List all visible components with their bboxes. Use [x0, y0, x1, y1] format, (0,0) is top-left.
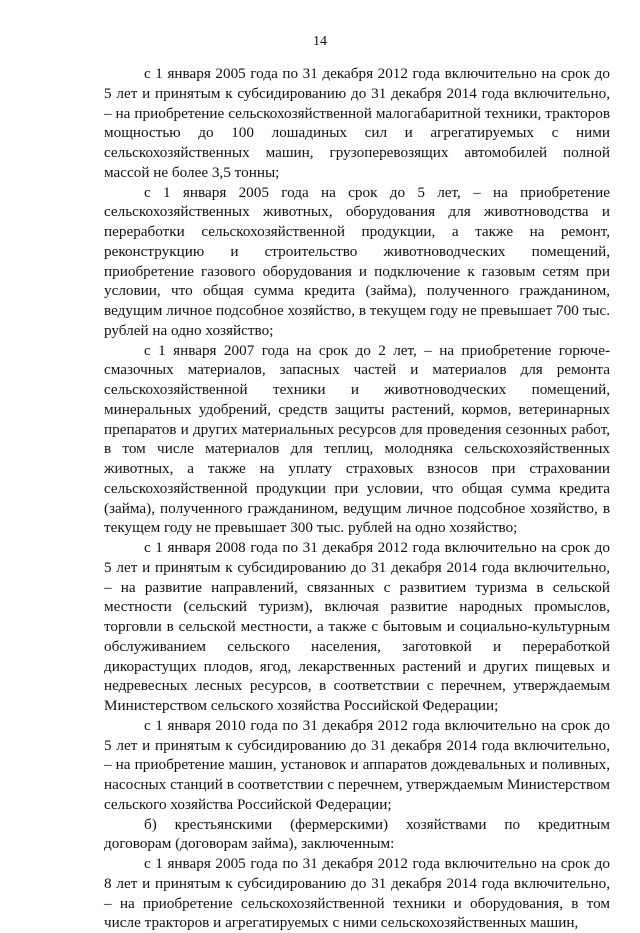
paragraph-3: с 1 января 2007 года на срок до 2 лет, – на приобретение горюче-смазочных материалов, запасных частей и материалов для ремонта сельскохозяйственной техники и животноводческих помещений, минеральных удобрений, средств защиты растений, кормов, ветеринарных препаратов и других материальных ресурсов для проведения сезонных работ, в том числе материалов для теплиц, молодняка сельскохозяйственных животных, а также на уплату страховых взносов при страховании сельскохозяйственной продукции при условии, что общая сумма кредита (займа), полученного гражданином, ведущим личное подсобное хозяйство, в текущем году не превышает 300 тыс. рублей на одно хозяйство; — [104, 341, 610, 537]
paragraph-5: с 1 января 2010 года по 31 декабря 2012 года включительно на срок до 5 лет и принятым к субсидированию до 31 декабря 2014 года включительно, – на приобретение машин, установок и аппаратов дождевальных и поливных, насосных станций в соответствии с перечнем, утверждаемым Министерством сельского хозяйства Российской Федерации; — [104, 716, 610, 813]
paragraph-6: б) крестьянскими (фермерскими) хозяйствами по кредитным договорам (договорам займа), заключенным: — [104, 815, 610, 853]
document-body — [104, 64, 610, 933]
paragraph-1: с 1 января 2005 года по 31 декабря 2012 года включительно на срок до 5 лет и принятым к субсидированию до 31 декабря 2014 года включительно, – на приобретение сельскохозяйственной малогабаритной техники, тракторов мощностью до 100 лошадиных сил и агрегатируемых с ними сельскохозяйственных машин, грузоперевозящих автомобилей полной массой не более 3,5 тонны; — [104, 65, 610, 181]
paragraph-7: с 1 января 2005 года по 31 декабря 2012 года включительно на срок до 8 лет и принятым к субсидированию до 31 декабря 2014 года включительно, – на приобретение сельскохозяйственной техники и оборудования, в том числе тракторов и агрегатируемых с ними сельскохозяйственных машин, — [104, 855, 610, 932]
paragraph-4: с 1 января 2008 года по 31 декабря 2012 года включительно на срок до 5 лет и принятым к субсидированию до 31 декабря 2014 года включительно, – на развитие направлений, связанных с развитием туризма в сельской местности (сельский туризм), включая развитие народных промыслов, торговли в сельской местности, а также с бытовым и социально-культурным обслуживанием сельского населения, заготовкой и переработкой дикорастущих плодов, ягод, лекарственных растений и других пищевых и недревесных лесных ресурсов, в соответствии с перечнем, утверждаемым Министерством сельского хозяйства Российской Федерации; — [104, 539, 610, 714]
paragraph-2: с 1 января 2005 года на срок до 5 лет, – на приобретение сельскохозяйственных животных, оборудования для животноводства и переработки сельскохозяйственной продукции, а также на ремонт, реконструкцию и строительство животноводческих помещений, приобретение газового оборудования и подключение к газовым сетям при условии, что общая сумма кредита (займа), полученного гражданином, ведущим личное подсобное хозяйство, в текущем году не превышает 700 тыс. рублей на одно хозяйство; — [104, 183, 610, 339]
page-number: 14 — [313, 34, 327, 49]
